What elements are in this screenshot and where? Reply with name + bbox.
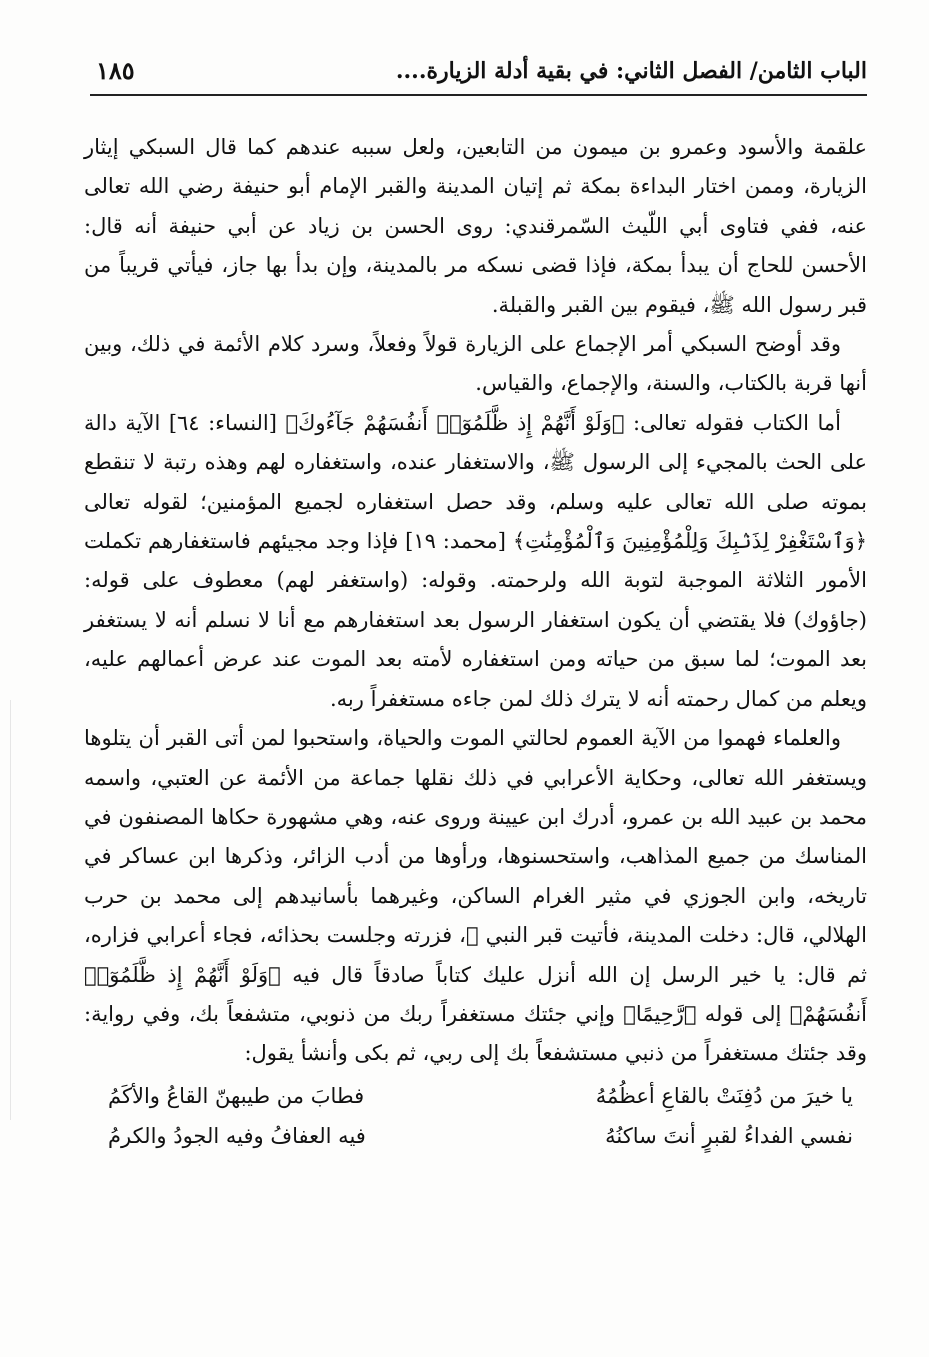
page-number: ١٨٥ [96,56,135,85]
verse-line [84,1116,867,1156]
paragraph: علقمة والأسود وعمرو بن ميمون من التابعين، ولعل سببه عندهم كما قال السبكي إيثار الزيارة، وممن اختار البداءة بمكة ثم إتيان المدينة والقبر الإمام أبو حنيفة رضي الله تعالى عنه، ففي فتاوى أبي اللّيث السّمرقندي: روى الحسن بن زياد عن أبي حنيفة أنه قال: الأحسن للحاج أن يبدأ بمكة، فإذا قضى نسكه مر بالمدينة، وإن بدأ بها جاز، فيأتي قريباً من قبر رسول الله ﷺ، فيقوم بين القبر والقبلة. [84,135,867,317]
paragraph: والعلماء فهموا من الآية العموم لحالتي الموت والحياة، واستحبوا لمن أتى القبر أن يتلوها ويستغفر الله تعالى، وحكاية الأعرابي في ذلك نقلها جماعة من الأئمة عن العتبي، واسمه محمد بن عبيد الله بن عمرو، أدرك ابن عيينة وروى عنه، وهي مشهورة حكاها المصنفون في المناسك من جميع المذاهب، واستحسنوها، ورأوها من أدب الزائر، وذكرها ابن عساكر في تاريخه، وابن الجوزي في مثير الغرام الساكن، وغيرهما بأسانيدهم إلى محمد بن حرب الهلالي، قال: دخلت المدينة، فأتيت قبر النبي ﷺ، فزرته وجلست بحذائه، فجاء أعرابي فزاره، ثم قال: يا خير الرسل إن الله أنزل عليك كتاباً صادقاً قال فيه ﴿وَلَوْ أَنَّهُمْ إِذ ظَّلَمُوٓا۟ أَنفُسَهُمْ﴾ إلى قوله ﴿رَّحِيمًا﴾ وإني جئتك مستغفراً ربك من ذنوبي، متشفعاً بك، وفي رواية: وقد جئتك مستغفراً من ذنبي مستشفعاً بك إلى ربي، ثم بكى وأنشأ يقول: [84,726,867,1066]
page-header [90,50,867,96]
running-head: الباب الثامن/ الفصل الثاني: في بقية أدلة الزيارة.... [395,58,867,84]
scan-margin-line [10,700,11,1120]
verse-first-hemistich: يا خيرَ من دُفِنَتْ بالقاعِ أعظُمُهُ [595,1083,853,1108]
verse-line [84,1076,867,1116]
body-text [84,128,867,1156]
poem [84,1076,867,1156]
paragraph: وقد أوضح السبكي أمر الإجماع على الزيارة قولاً وفعلاً، وسرد كلام الأئمة في ذلك، وبين أنها قربة بالكتاب، والسنة، والإجماع، والقياس. [84,332,867,396]
verse-second-hemistich: فطابَ من طيبهنّ القاعُ والأكَمُ [108,1083,365,1108]
verse-first-hemistich: نفسي الفداءُ لقبرٍ أنتَ ساكنُهُ [605,1123,853,1148]
verse-second-hemistich: فيه العفافُ وفيه الجودُ والكرمُ [108,1123,366,1148]
paragraph: أما الكتاب فقوله تعالى: ﴿وَلَوْ أَنَّهُمْ إِذ ظَّلَمُوٓا۟ أَنفُسَهُمْ جَآءُوكَ﴾ [النساء: ٦٤] الآية دالة على الحث بالمجيء إلى الرسول ﷺ، والاستغفار عنده، واستغفاره لهم وهذه رتبة لا تنقطع بموته صلى الله تعالى عليه وسلم، وقد حصل استغفاره لجميع المؤمنين؛ لقوله تعالى ﴿وَٱسْتَغْفِرْ لِذَنۢبِكَ وَلِلْمُؤْمِنِينَ وَٱلْمُؤْمِنَٰتِ﴾ [محمد: ١٩] فإذا وجد مجيئهم فاستغفارهم تكملت الأمور الثلاثة الموجبة لتوبة الله ولرحمته. وقوله: (واستغفر لهم) معطوف على قوله: (جاؤوك) فلا يقتضي أن يكون استغفار الرسول بعد استغفارهم مع أنا لا نسلم أنه لا يستغفر بعد الموت؛ لما سبق من حياته ومن استغفاره لأمته بعد الموت عند عرض أعمالهم عليه، ويعلم من كمال رحمته أنه لا يترك ذلك لمن جاءه مستغفراً ربه. [84,410,867,711]
